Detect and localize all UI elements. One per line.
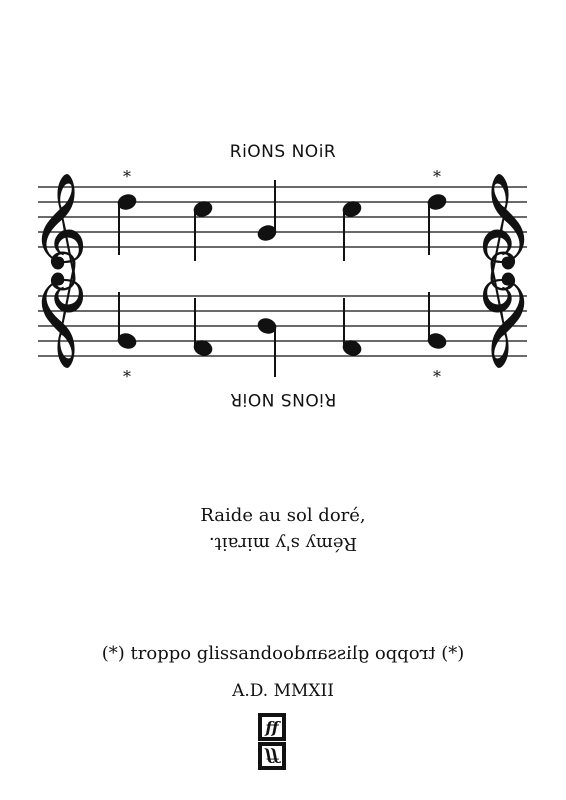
footnote-left: (*) troppo glissando — [101, 643, 283, 664]
asterisk-bottom-right: * — [433, 367, 441, 386]
svg-text:𝄞: 𝄞 — [30, 256, 88, 370]
note-top-1 — [116, 192, 138, 255]
asterisk-top-left: * — [123, 167, 131, 186]
staff-bottom — [38, 296, 527, 356]
note-top-4 — [341, 199, 363, 261]
verse-line-1: Raide au sol doré, — [200, 505, 366, 526]
note-top-3 — [256, 180, 278, 243]
note-bottom-2 — [192, 298, 214, 358]
note-bottom-4 — [341, 298, 363, 358]
notes-top — [116, 180, 448, 261]
svg-text:𝄞: 𝄞 — [478, 172, 536, 286]
staff-top — [38, 187, 527, 247]
svg-text:𝄞: 𝄞 — [30, 172, 88, 286]
verse-line-2-inverted: Rémy s'y mirait. — [208, 533, 358, 554]
treble-clef-bottom-right — [478, 251, 536, 370]
asterisk-bottom-left: * — [123, 367, 131, 386]
asterisk-top-right: * — [433, 167, 441, 186]
page-title: RiONS NOiR — [229, 142, 337, 162]
treble-clef-bottom-left — [30, 251, 88, 370]
svg-text:𝄞: 𝄞 — [478, 256, 536, 370]
ff-logo-mirrored-icon — [258, 742, 286, 770]
note-bottom-1 — [116, 292, 138, 351]
page-title-mirrored: RiONS NOiR — [229, 389, 337, 409]
note-bottom-5 — [426, 292, 448, 351]
footnote — [0, 643, 566, 664]
note-top-2 — [192, 199, 214, 261]
footnote-right-mirrored: (*) troppo glissando — [283, 643, 465, 664]
ff-logo-icon — [258, 713, 286, 741]
date: A.D. MMXII — [232, 681, 334, 701]
logo-label-mirrored: ff — [265, 746, 279, 766]
notes-bottom — [116, 292, 448, 377]
logo-label: ff — [265, 717, 279, 737]
note-top-5 — [426, 192, 448, 255]
note-bottom-3 — [256, 316, 278, 377]
